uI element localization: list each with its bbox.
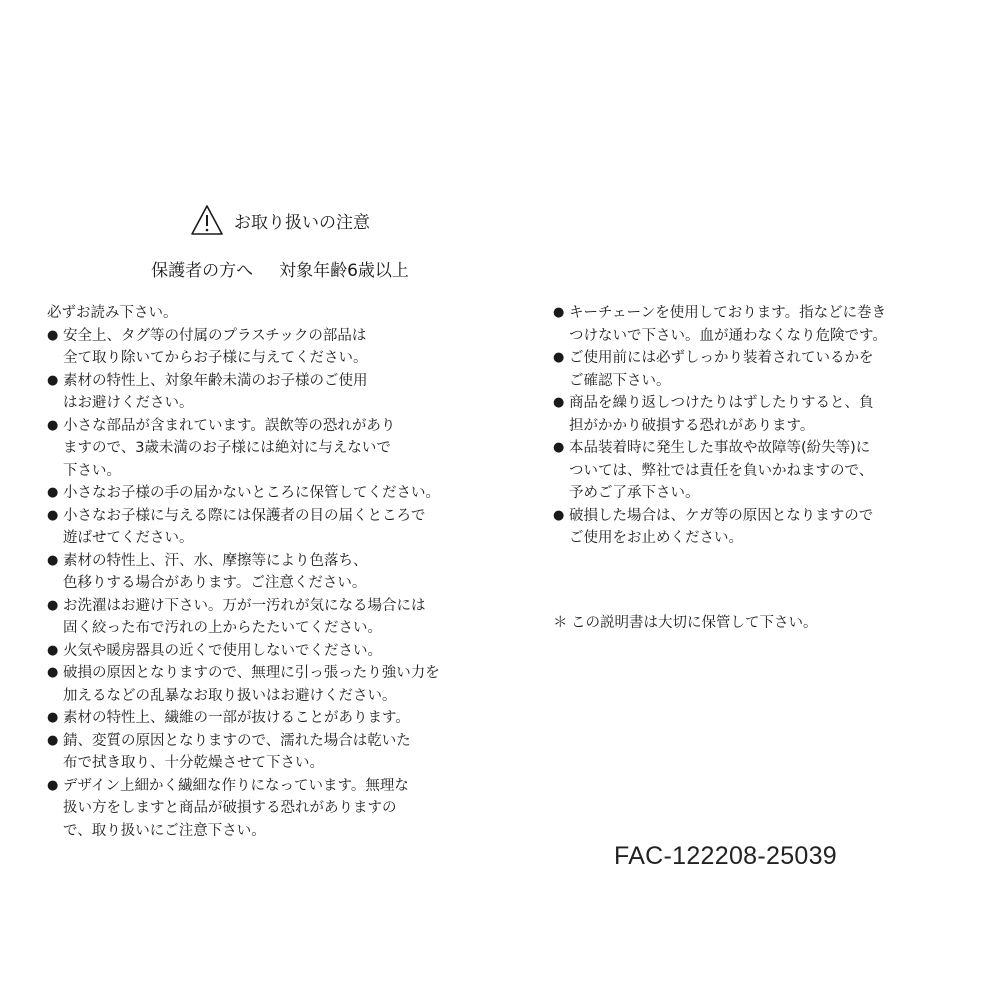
bullet-icon: ● — [47, 372, 59, 388]
bullet-icon: ● — [47, 732, 59, 748]
item-line: 錆、変質の原因となりますので、濡れた場合は乾いた — [63, 732, 411, 749]
item-line: 固く絞った布で汚れの上からたたいてください。 — [63, 620, 382, 636]
list-item — [553, 392, 953, 437]
bullet-icon: ● — [47, 665, 59, 680]
item-line: ますので、3歳未満のお子様には絶対に与えないで — [63, 440, 391, 456]
item-line: ご確認下さい。 — [569, 372, 671, 389]
list-item — [47, 640, 487, 663]
item-line: お洗濯はお避け下さい。万が一汚れが気になる場合には — [63, 597, 426, 614]
list-item — [47, 595, 487, 640]
list-item — [47, 550, 487, 595]
item-line: 布で拭き取り、十分乾燥させて下さい。 — [63, 755, 324, 771]
item-line: 破損の原因となりますので、無理に引っ張ったり強い力を — [63, 665, 440, 681]
item-line: 小さなお子様に与える際には保護者の目の届くところで — [63, 507, 426, 524]
item-line: 小さな部品が含まれています。誤飲等の恐れがあり — [63, 417, 396, 434]
guardian-label: 保護者の方へ — [151, 261, 254, 281]
item-line: 本品装着時に発生した事故や故障等(紛失等)に — [569, 440, 871, 456]
list-item — [553, 347, 953, 392]
list-item — [47, 482, 487, 505]
bullet-icon: ● — [553, 395, 565, 410]
item-line: 加えるなどの乱暴なお取り扱いはお避けください。 — [63, 687, 397, 704]
note-mark: ＊ — [553, 615, 568, 631]
bullet-icon: ● — [47, 597, 59, 613]
list-item — [553, 437, 953, 505]
note-text: この説明書は大切に保管して下さい。 — [571, 615, 818, 631]
list-item — [47, 370, 487, 415]
item-line: で、取り扱いにご注意下さい。 — [63, 822, 266, 839]
list-item — [47, 775, 487, 843]
list-item — [47, 730, 487, 775]
bullet-icon: ● — [47, 710, 59, 725]
item-line: 素材の特性上、汗、水、摩擦等により色落ち、 — [63, 552, 368, 569]
item-line: 下さい。 — [63, 462, 121, 479]
item-line: 扱い方をしますと商品が破損する恐れがありますの — [63, 800, 397, 816]
item-line: 担がかかり破損する恐れがあります。 — [569, 417, 815, 434]
bullet-icon: ● — [553, 507, 565, 523]
bullet-icon: ● — [47, 552, 59, 568]
item-line: ご使用をお止めください。 — [569, 530, 743, 546]
item-line: ご使用前には必ずしっかり装着されているかを — [569, 350, 874, 366]
bullet-icon: ● — [47, 417, 59, 433]
item-line: 小さなお子様の手の届かないところに保管してください。 — [63, 485, 440, 501]
item-line: ついては、弊社では責任を負いかねますので、 — [569, 462, 874, 479]
list-item — [47, 662, 487, 707]
list-item — [47, 415, 487, 483]
list-item — [47, 505, 487, 550]
list-item — [47, 325, 487, 370]
item-line: はお避けください。 — [63, 395, 194, 411]
list-item — [47, 707, 487, 730]
title-row — [0, 200, 560, 240]
product-code: FAC-122208-25039 — [614, 842, 838, 870]
storage-note — [553, 611, 818, 632]
right-column — [553, 302, 953, 550]
bullet-icon: ● — [47, 642, 59, 658]
warning-triangle-icon — [190, 204, 224, 236]
bullet-icon: ● — [47, 327, 59, 343]
left-column — [47, 302, 487, 842]
item-line: 素材の特性上、繊維の一部が抜けることがあります。 — [63, 710, 410, 726]
intro-text: 必ずお読み下さい。 — [47, 305, 178, 321]
item-line: 安全上、タグ等の付属のプラスチックの部品は — [63, 327, 367, 344]
item-line: 全て取り除いてからお子様に与えてください。 — [63, 350, 368, 366]
item-line: デザイン上細かく繊細な作りになっています。無理な — [63, 777, 409, 794]
list-item — [553, 505, 953, 550]
bullet-icon: ● — [47, 485, 59, 500]
page-title: お取り扱いの注意 — [234, 212, 370, 233]
bullet-icon: ● — [553, 305, 565, 320]
bullet-icon: ● — [553, 350, 565, 365]
item-line: 商品を繰り返しつけたりはずしたりすると、負 — [569, 395, 874, 411]
bullet-icon: ● — [553, 440, 565, 455]
item-line: つけないで下さい。血が通わなくなり危険です。 — [569, 327, 887, 344]
item-line: キーチェーンを使用しております。指などに巻き — [569, 305, 887, 321]
item-line: 予めご了承下さい。 — [569, 485, 700, 501]
item-line: 素材の特性上、対象年齢未満のお子様のご使用 — [63, 372, 368, 389]
age-label: 対象年齢6歳以上 — [279, 261, 409, 281]
bullet-icon: ● — [47, 777, 59, 793]
item-line: 火気や暖房器具の近くで使用しないでください。 — [63, 642, 382, 659]
item-line: 破損した場合は、ケガ等の原因となりますので — [569, 507, 874, 524]
subtitle-row — [0, 256, 560, 281]
item-line: 遊ばせてください。 — [63, 530, 194, 546]
bullet-icon: ● — [47, 507, 59, 523]
item-line: 色移りする場合があります。ご注意ください。 — [63, 575, 367, 591]
list-item — [553, 302, 953, 347]
